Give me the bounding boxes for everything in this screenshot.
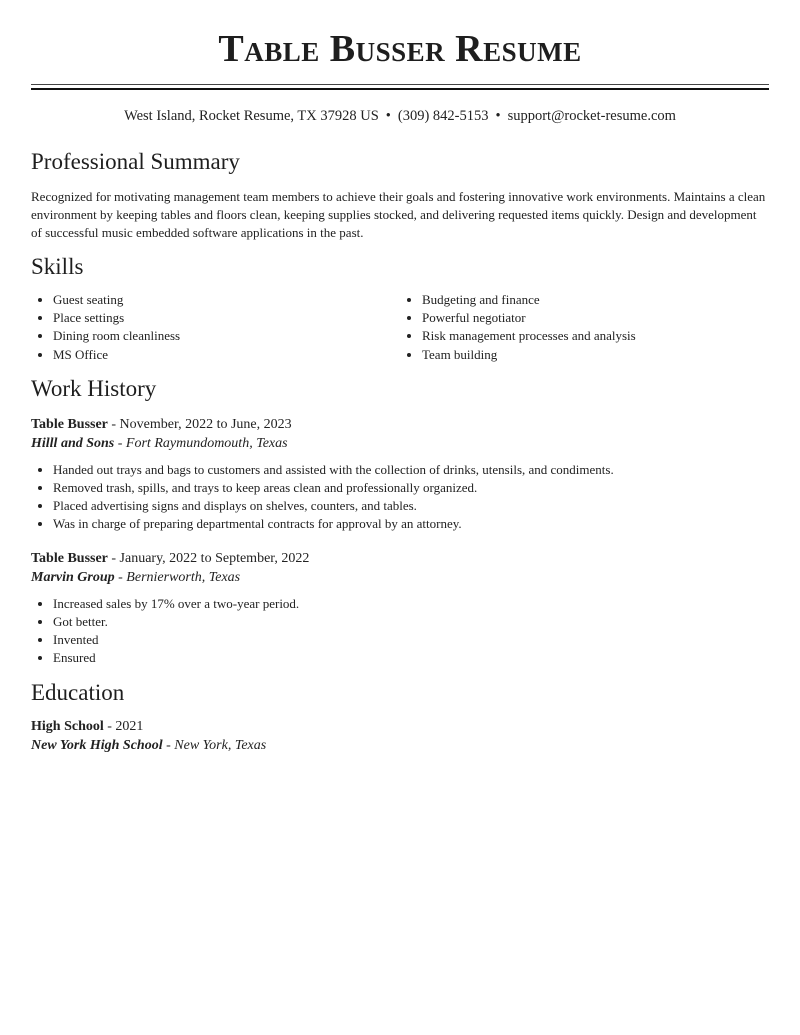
job-bullets [31, 461, 769, 534]
skill-item: • Guest seating [53, 291, 400, 309]
education-school-line [31, 736, 769, 755]
job-bullets [31, 595, 769, 668]
skill-item: • Team building [422, 346, 769, 364]
contact-line [31, 107, 769, 125]
skill-item: • MS Office [53, 346, 400, 364]
job-entry [31, 549, 769, 668]
section-heading-education: Education [31, 680, 125, 706]
skill-item: • Risk management processes and analysis [422, 327, 769, 345]
job-bullet: • Removed trash, spills, and trays to keep areas clean and professionally organized. [53, 479, 769, 497]
resume-title: Table Busser Resume [218, 28, 582, 70]
section-heading-summary: Professional Summary [31, 149, 240, 174]
skill-item: • Budgeting and finance [422, 291, 769, 309]
rule-thick [31, 88, 769, 90]
job-bullet: • Increased sales by 17% over a two-year period. [53, 595, 769, 613]
job-company-line [31, 568, 769, 587]
education-entry [31, 717, 769, 755]
job-location: - Fort Raymundomouth, Texas [114, 435, 288, 451]
job-bullet: • Invented [53, 631, 769, 649]
job-title: Table Busser [31, 550, 108, 566]
bullet-separator: • [495, 108, 501, 124]
job-company: Marvin Group [31, 569, 115, 585]
job-dates: - November, 2022 to June, 2023 [107, 416, 292, 432]
job-title-line [31, 549, 769, 568]
education-location: - New York, Texas [162, 738, 267, 754]
skills-list [31, 291, 769, 364]
job-title-line [31, 415, 769, 434]
job-bullet: • Placed advertising signs and displays on shelves, counters, and tables. [53, 497, 769, 515]
summary-text: Recognized for motivating management team members to achieve their goals and fostering innovative work environments. Maintains a clean environment by keeping tables and floors clean, keeping supplies stocked, and delivering requested items quickly. Design and development of successful music embedded software applications in the past. [31, 189, 766, 240]
contact-phone: (309) 842-5153 [397, 108, 489, 124]
section-heading-skills: Skills [31, 254, 84, 279]
education-degree: High School [31, 719, 104, 735]
contact-address: West Island, Rocket Resume, TX 37928 US [124, 108, 379, 124]
education-year: - 2021 [103, 719, 144, 735]
header-double-rule [31, 84, 769, 90]
job-entry [31, 415, 769, 534]
section-heading-work-history: Work History [31, 375, 157, 401]
rule-thin [31, 84, 769, 85]
skill-item: • Powerful negotiator [422, 309, 769, 327]
job-bullet: • Was in charge of preparing departmental contracts for approval by an attorney. [53, 515, 769, 533]
job-title: Table Busser [31, 416, 108, 432]
job-dates: - January, 2022 to September, 2022 [107, 550, 310, 566]
education-school: New York High School [31, 738, 163, 754]
job-bullet: • Handed out trays and bags to customers and assisted with the collection of drinks, utensils, and condiments. [53, 461, 769, 479]
contact-email[interactable]: support@rocket-resume.com [507, 108, 676, 124]
skills-column-right [400, 291, 769, 364]
job-company-line [31, 434, 769, 453]
education-degree-line [31, 717, 769, 736]
job-location: - Bernierworth, Texas [114, 569, 241, 585]
skill-item: • Dining room cleanliness [53, 327, 400, 345]
bullet-separator: • [385, 108, 391, 124]
skills-column-left [31, 291, 400, 364]
job-bullet: • Ensured [53, 649, 769, 667]
job-company: Hilll and Sons [31, 435, 115, 451]
job-bullet: • Got better. [53, 613, 769, 631]
skill-item: • Place settings [53, 309, 400, 327]
